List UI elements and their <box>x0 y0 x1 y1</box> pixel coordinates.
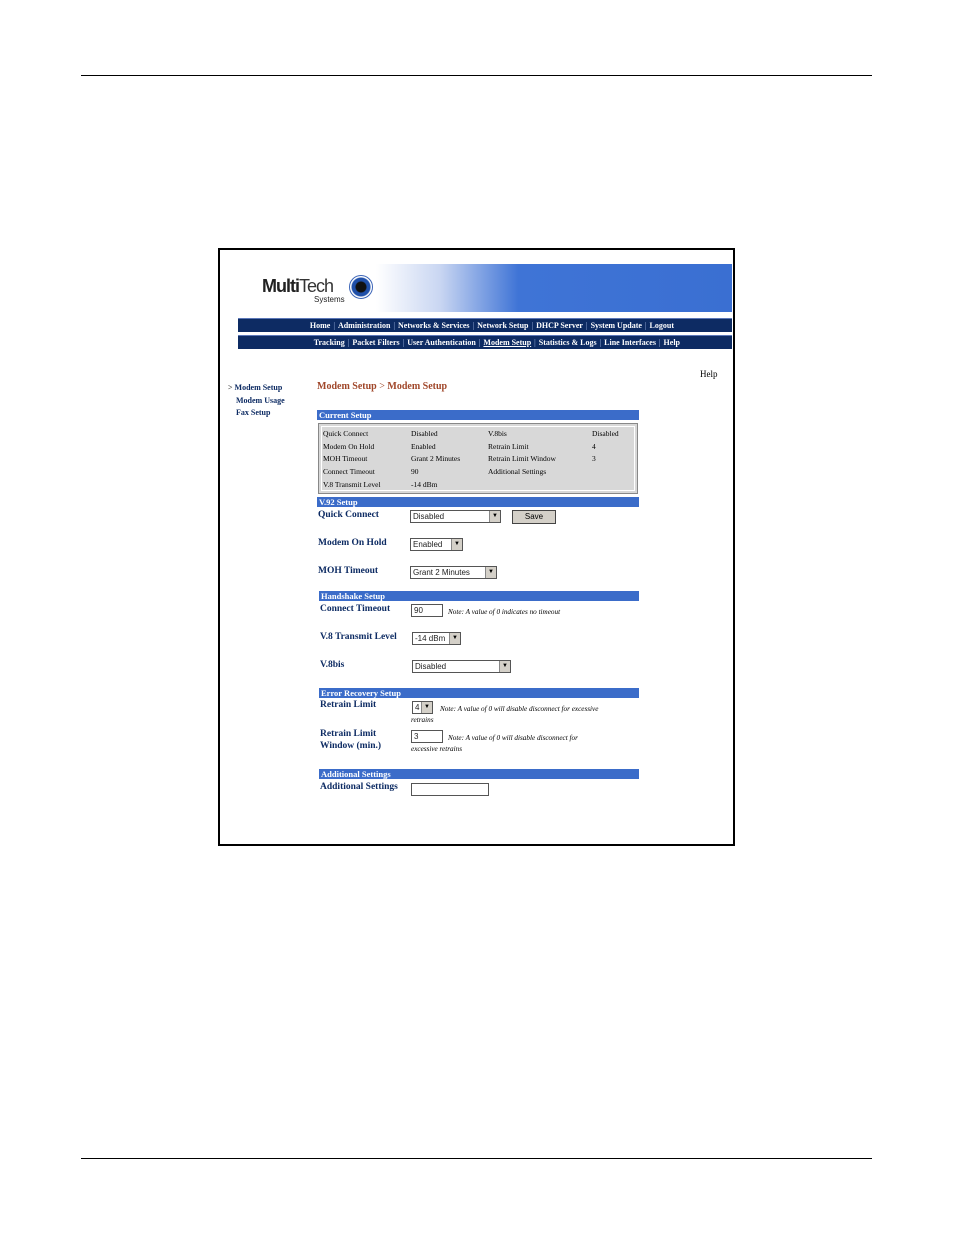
cur-label: Modem On Hold <box>323 442 375 451</box>
retrain-window-input[interactable]: 3 <box>411 730 443 743</box>
modem-on-hold-label: Modem On Hold <box>318 538 387 548</box>
cur-value: Enabled <box>411 442 436 451</box>
select-value: -14 dBm <box>415 634 446 643</box>
cur-label: Additional Settings <box>488 467 547 476</box>
nav-modem-setup[interactable]: Modem Setup <box>483 338 532 347</box>
moh-timeout-select[interactable] <box>410 566 497 579</box>
cur-label: Retrain Limit Window <box>488 454 556 463</box>
screenshot-frame <box>218 248 735 846</box>
cur-label: V.8 Transmit Level <box>323 480 381 489</box>
cur-label: Connect Timeout <box>323 467 375 476</box>
logo-text <box>262 276 333 297</box>
nav-dhcp-server[interactable]: DHCP Server <box>536 321 583 330</box>
nav-system-update[interactable]: System Update <box>590 321 642 330</box>
retrain-limit-note: Note: A value of 0 will disable disconnect for excessive <box>440 705 599 713</box>
logo-tech: Tech <box>299 276 334 296</box>
nav-logout[interactable]: Logout <box>649 321 674 330</box>
select-value: 4 <box>415 703 420 712</box>
left-menu-modem-setup[interactable] <box>228 383 285 396</box>
retrain-window-note: Note: A value of 0 will disable disconnect for <box>448 734 578 742</box>
save-button[interactable]: Save <box>512 510 556 524</box>
chevron-down-icon: ▼ <box>449 633 460 644</box>
nav-separator: | <box>393 321 395 330</box>
nav-separator: | <box>585 321 588 330</box>
nav-separator: | <box>599 338 602 347</box>
nav-help[interactable]: Help <box>663 338 680 347</box>
cur-value: Grant 2 Minutes <box>411 454 461 463</box>
retrain-window-label: Retrain Limit <box>320 729 377 739</box>
retrain-limit-note-cont: retrains <box>411 716 434 724</box>
v8bis-select[interactable] <box>412 660 511 673</box>
multitech-logo <box>262 272 392 306</box>
select-value: Enabled <box>413 540 443 549</box>
nav-administration[interactable]: Administration <box>337 321 391 330</box>
page-top-rule <box>81 75 872 76</box>
top-nav-row-1 <box>238 318 732 332</box>
left-menu-label: Modem Setup <box>234 383 283 392</box>
left-menu-modem-usage[interactable]: Modem Usage <box>236 395 285 405</box>
cur-label: Quick Connect <box>323 429 369 438</box>
current-arrow-icon: > <box>228 383 233 392</box>
cur-label: V.8bis <box>488 429 507 438</box>
logo-orb-icon <box>349 275 373 299</box>
retrain-limit-select[interactable] <box>412 701 433 714</box>
nav-line-interfaces[interactable]: Line Interfaces <box>604 338 656 347</box>
section-current-setup: Current Setup <box>317 410 639 420</box>
section-handshake-setup: Handshake Setup <box>319 591 639 601</box>
nav-packet-filters[interactable]: Packet Filters <box>352 338 400 347</box>
cur-label: Retrain Limit <box>488 442 529 451</box>
nav-separator: | <box>644 321 647 330</box>
connect-timeout-label: Connect Timeout <box>320 604 391 614</box>
chevron-down-icon: ▼ <box>485 567 496 578</box>
connect-timeout-input[interactable]: 90 <box>411 604 443 617</box>
section-v92-setup: V.92 Setup <box>317 497 639 507</box>
logo-multi: Multi <box>262 276 299 296</box>
nav-tracking[interactable]: Tracking <box>313 338 345 347</box>
quick-connect-label: Quick Connect <box>318 510 379 520</box>
nav-separator: | <box>402 338 405 347</box>
top-nav-row-2 <box>238 335 732 349</box>
retrain-limit-label: Retrain Limit <box>320 700 377 710</box>
breadcrumb <box>317 381 447 392</box>
header-banner <box>376 264 732 312</box>
breadcrumb-current: Modem Setup <box>387 381 448 392</box>
current-setup-box <box>318 423 638 494</box>
breadcrumb-separator: > <box>379 381 385 392</box>
nav-separator: | <box>347 338 350 347</box>
additional-settings-label: Additional Settings <box>320 782 398 792</box>
nav-home[interactable]: Home <box>309 321 331 330</box>
left-menu-fax-setup[interactable]: Fax Setup <box>236 408 271 417</box>
nav-user-authentication[interactable]: User Authentication <box>407 338 476 347</box>
breadcrumb-parent: Modem Setup <box>317 381 377 392</box>
cur-label: MOH Timeout <box>323 454 368 463</box>
select-value: Disabled <box>415 662 447 671</box>
chevron-down-icon: ▼ <box>421 702 432 713</box>
cur-value: 3 <box>592 454 596 463</box>
nav-separator: | <box>658 338 661 347</box>
section-additional-settings: Additional Settings <box>319 769 639 779</box>
select-value: Disabled <box>413 512 445 521</box>
v8bis-label: V.8bis <box>320 660 345 670</box>
quick-connect-select[interactable] <box>410 510 501 523</box>
help-link[interactable]: Help <box>700 369 718 379</box>
retrain-window-note-cont: excessive retrains <box>411 745 463 753</box>
cur-value: Disabled <box>592 429 619 438</box>
nav-separator: | <box>472 321 475 330</box>
left-menu <box>228 383 285 421</box>
connect-timeout-note: Note: A value of 0 indicates no timeout <box>448 608 561 616</box>
v8-transmit-level-label: V.8 Transmit Level <box>320 632 397 642</box>
nav-separator: | <box>531 321 534 330</box>
logo-systems: Systems <box>314 295 345 304</box>
select-value: Grant 2 Minutes <box>413 568 470 577</box>
modem-on-hold-select[interactable] <box>410 538 463 551</box>
nav-networks-services[interactable]: Networks & Services <box>398 321 470 330</box>
page-bottom-rule <box>81 1158 872 1159</box>
v8-transmit-level-select[interactable] <box>412 632 461 645</box>
cur-value: 90 <box>411 467 419 476</box>
retrain-window-label-cont: Window (min.) <box>320 741 382 751</box>
moh-timeout-label: MOH Timeout <box>318 566 379 576</box>
chevron-down-icon: ▼ <box>489 511 500 522</box>
additional-settings-input[interactable] <box>411 783 489 796</box>
nav-separator: | <box>333 321 335 330</box>
chevron-down-icon: ▼ <box>499 661 510 672</box>
nav-network-setup[interactable]: Network Setup <box>477 321 529 330</box>
nav-statistics-logs[interactable]: Statistics & Logs <box>538 338 597 347</box>
cur-value: 4 <box>592 442 596 451</box>
cur-value: -14 dBm <box>411 480 438 489</box>
nav-separator: | <box>478 338 481 347</box>
section-error-recovery-setup: Error Recovery Setup <box>319 688 639 698</box>
cur-value: Disabled <box>411 429 438 438</box>
chevron-down-icon: ▼ <box>451 539 462 550</box>
nav-separator: | <box>534 338 536 347</box>
